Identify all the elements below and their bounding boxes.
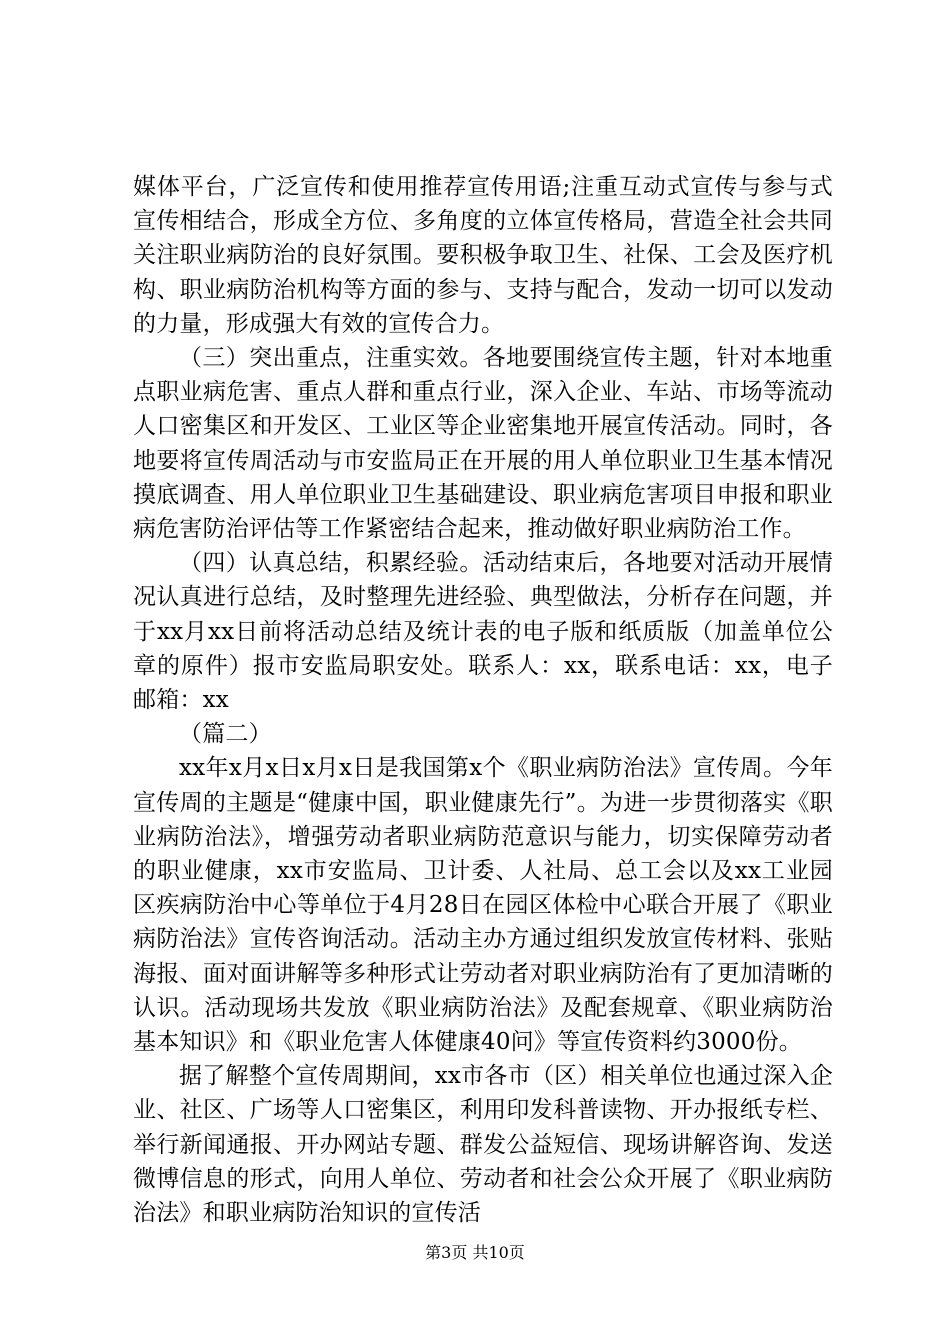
paragraph-publicity-week: xx年x月x日x月x日是我国第x个《职业病防治法》宣传周。今年宣传周的主题是“健康中国，职业健康先行”。为进一步贯彻落实《职业病防治法》，增强劳动者职业病防范意识与能力，切实保障劳动者的职业健康，xx市安监局、卫计委、人社局、总工会以及xx工业园区疾病防治中心等单位于4月28日在园区体检中心联合开展了《职业病防治法》宣传咨询活动。活动主办方通过组织发放宣传材料、张贴海报、面对面讲解等多种形式让劳动者对职业病防治有了更加清晰的认识。活动现场共发放《职业病防治法》及配套规章、《职业病防治基本知识》和《职业危害人体健康40问》等宣传资料约3000份。	[133, 755, 833, 1056]
paragraph-media-platform: 媒体平台，广泛宣传和使用推荐宣传用语;注重互动式宣传与参与式宣传相结合，形成全方位、多角度的立体宣传格局，营造全社会共同关注职业病防治的良好氛围。要积极争取卫生、社保、工会及医疗机构、职业病防治机构等方面的参与、支持与配合，发动一切可以发动的力量，形成强大有效的宣传合力。	[133, 174, 833, 337]
page-number-footer: 第3页 共10页	[425, 1243, 525, 1262]
paragraph-section-three: （三）突出重点，注重实效。各地要围绕宣传主题，针对本地重点职业病危害、重点人群和重点行业，深入企业、车站、市场等流动人口密集区和开发区、工业区等企业密集地开展宣传活动。同时，各地要将宣传周活动与市安监局正在开展的用人单位职业卫生基本情况摸底调查、用人单位职业卫生基础建设、职业病危害项目申报和职业病危害防治评估等工作紧密结合起来，推动做好职业病防治工作。	[133, 345, 833, 543]
paragraph-city-activities: 据了解整个宣传周期间，xx市各市（区）相关单位也通过深入企业、社区、广场等人口密集区，利用印发科普读物、开办报纸专栏、举行新闻通报、开办网站专题、群发公益短信、现场讲解咨询、发送微博信息的形式，向用人单位、劳动者和社会公众开展了《职业病防治法》和职业病防治知识的宣传活	[133, 1063, 833, 1227]
section-title-part-two: （篇二）	[179, 721, 272, 748]
document-body	[133, 170, 833, 1230]
paragraph-section-four: （四）认真总结，积累经验。活动结束后，各地要对活动开展情况认真进行总结，及时整理先进经验、典型做法，分析存在问题，并于xx月xx日前将活动总结及统计表的电子版和纸质版（加盖单位公章的原件）报市安监局职安处。联系人：xx，联系电话：xx，电子邮箱：xx	[133, 550, 833, 714]
